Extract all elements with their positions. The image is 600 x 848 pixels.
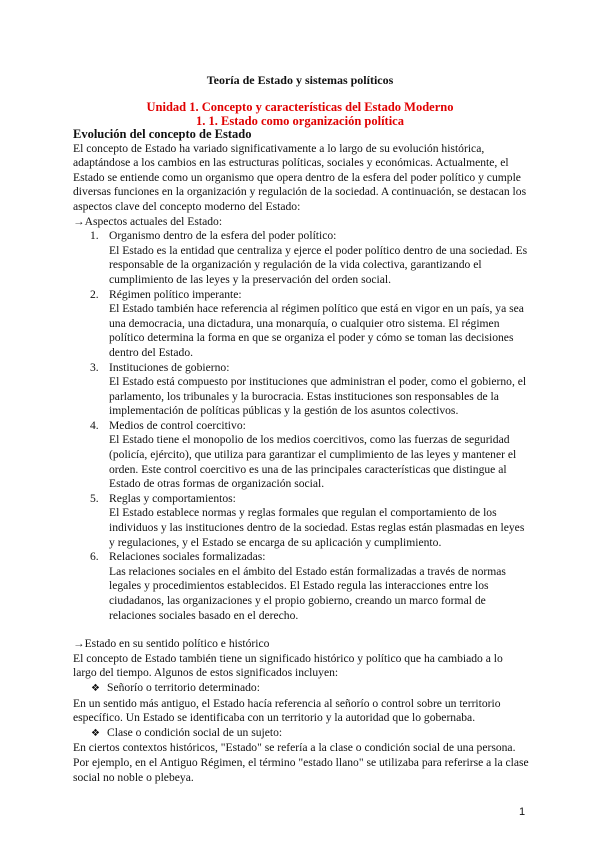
list-item: [73, 419, 529, 492]
list-item-title: Medios de control coercitivo:: [109, 418, 246, 432]
list-item-text: El Estado tiene el monopolio de los medios coercitivos, como las fuerzas de seguridad (policía, ejército), que utiliza para garantizar el cumplimiento de las leyes y mantener el orden. Este control coercitivo es una de las principales características que distingue al Estado de otras formas de organización social.: [109, 433, 517, 491]
list-item-number: 4.: [90, 418, 99, 432]
historical-item-text: En ciertos contextos históricos, "Estado" se refería a la clase o condición social de una persona. Por ejemplo, en el Antiguo Régimen, el término "estado llano" se utilizaba para referirse a la clase social no noble o plebeya.: [73, 741, 529, 784]
list-item-number: 6.: [90, 550, 99, 564]
unit-title: Unidad 1. Concepto y características del Estado Moderno: [146, 100, 454, 114]
list-item-title: Reglas y comportamientos:: [109, 491, 236, 505]
list-item-title: Organismo dentro de la esfera del poder político:: [109, 229, 337, 243]
unit-title-block: [0, 100, 600, 128]
aspects-list: [73, 229, 529, 623]
page-number: 1: [519, 806, 526, 818]
list-item: [73, 550, 529, 623]
list-item-number: 2.: [90, 287, 99, 301]
list-item-text: Las relaciones sociales en el ámbito del Estado están formalizadas a través de normas legales y procedimientos establecidos. El Estado regula las interacciones entre los ciudadanos, las organizaciones y el propio gobierno, creando un marco formal de relaciones sociales basado en el derecho.: [109, 564, 506, 622]
document-body: [73, 127, 529, 785]
historical-intro: El concepto de Estado también tiene un significado histórico y político que ha cambiado a lo largo del tiempo. Algunos de estos significados incluyen:: [73, 651, 503, 680]
section-heading: Evolución del concepto de Estado: [73, 127, 252, 141]
list-item: [73, 361, 529, 419]
list-item-number: 5.: [90, 491, 99, 505]
list-item-title: Instituciones de gobierno:: [109, 360, 230, 374]
historical-heading: →Estado en su sentido político e histórico: [73, 637, 270, 651]
diamond-bullet-icon: ❖: [91, 682, 100, 694]
list-item-title: Régimen político imperante:: [109, 287, 242, 301]
spacer: [73, 623, 529, 637]
list-item-text: El Estado está compuesto por instituciones que administran el poder, como el gobierno, el parlamento, los tribunales y la burocracia. Estas instituciones son responsables de la implementación de políticas públicas y la gestión de los asuntos colectivos.: [109, 375, 527, 418]
historical-item-title: [73, 681, 529, 697]
list-item: [73, 492, 529, 550]
list-item-number: 1.: [90, 229, 99, 243]
historical-item-text: En un sentido más antiguo, el Estado hacía referencia al señorío o control sobre un territorio específico. Un Estado se identificaba con un territorio y la autoridad que lo gobernaba.: [73, 696, 501, 725]
list-item: [73, 229, 529, 287]
document-title: Teoría de Estado y sistemas políticos: [206, 73, 394, 87]
historical-item-title-text: Señorío o territorio determinado:: [107, 680, 260, 694]
subunit-title: 1. 1. Estado como organización política: [196, 114, 404, 128]
intro-paragraph: El concepto de Estado ha variado significativamente a lo largo de su evolución histórica, adaptándose a los cambios en las estructuras políticas, sociales y económicas. Actualmente, el Estado se entiende como un organismo que opera dentro de la esfera del poder político y cumple diversas funciones en la organización y regulación de la sociedad. A continuación, se destacan los aspectos clave del concepto moderno del Estado:: [73, 141, 527, 213]
aspects-heading: →Aspectos actuales del Estado:: [73, 214, 223, 228]
list-item-title: Relaciones sociales formalizadas:: [109, 550, 266, 564]
historical-item-title: [73, 726, 529, 742]
diamond-bullet-icon: ❖: [91, 727, 100, 739]
list-item-text: El Estado también hace referencia al régimen político que está en vigor en un país, ya sea una democracia, una dictadura, una monarquía, o cualquier otro sistema. El régimen político determina la forma en que se organiza el poder y cómo se toman las decisiones dentro del Estado.: [109, 302, 524, 359]
list-item-number: 3.: [90, 360, 99, 374]
list-item-text: El Estado es la entidad que centraliza y ejerce el poder político dentro de una sociedad. Es responsable de la organización y regulación de la vida colectiva, garantizando el cumplimiento de las leyes y la preservación del orden social.: [109, 243, 528, 286]
list-item-text: El Estado establece normas y reglas formales que regulan el comportamiento de los individuos y las instituciones dentro de la sociedad. Estas reglas están plasmadas en leyes y regulaciones, y el Estado se encarga de su aplicación y cumplimiento.: [109, 506, 525, 549]
historical-item-title-text: Clase o condición social de un sujeto:: [107, 725, 283, 739]
list-item: [73, 288, 529, 361]
